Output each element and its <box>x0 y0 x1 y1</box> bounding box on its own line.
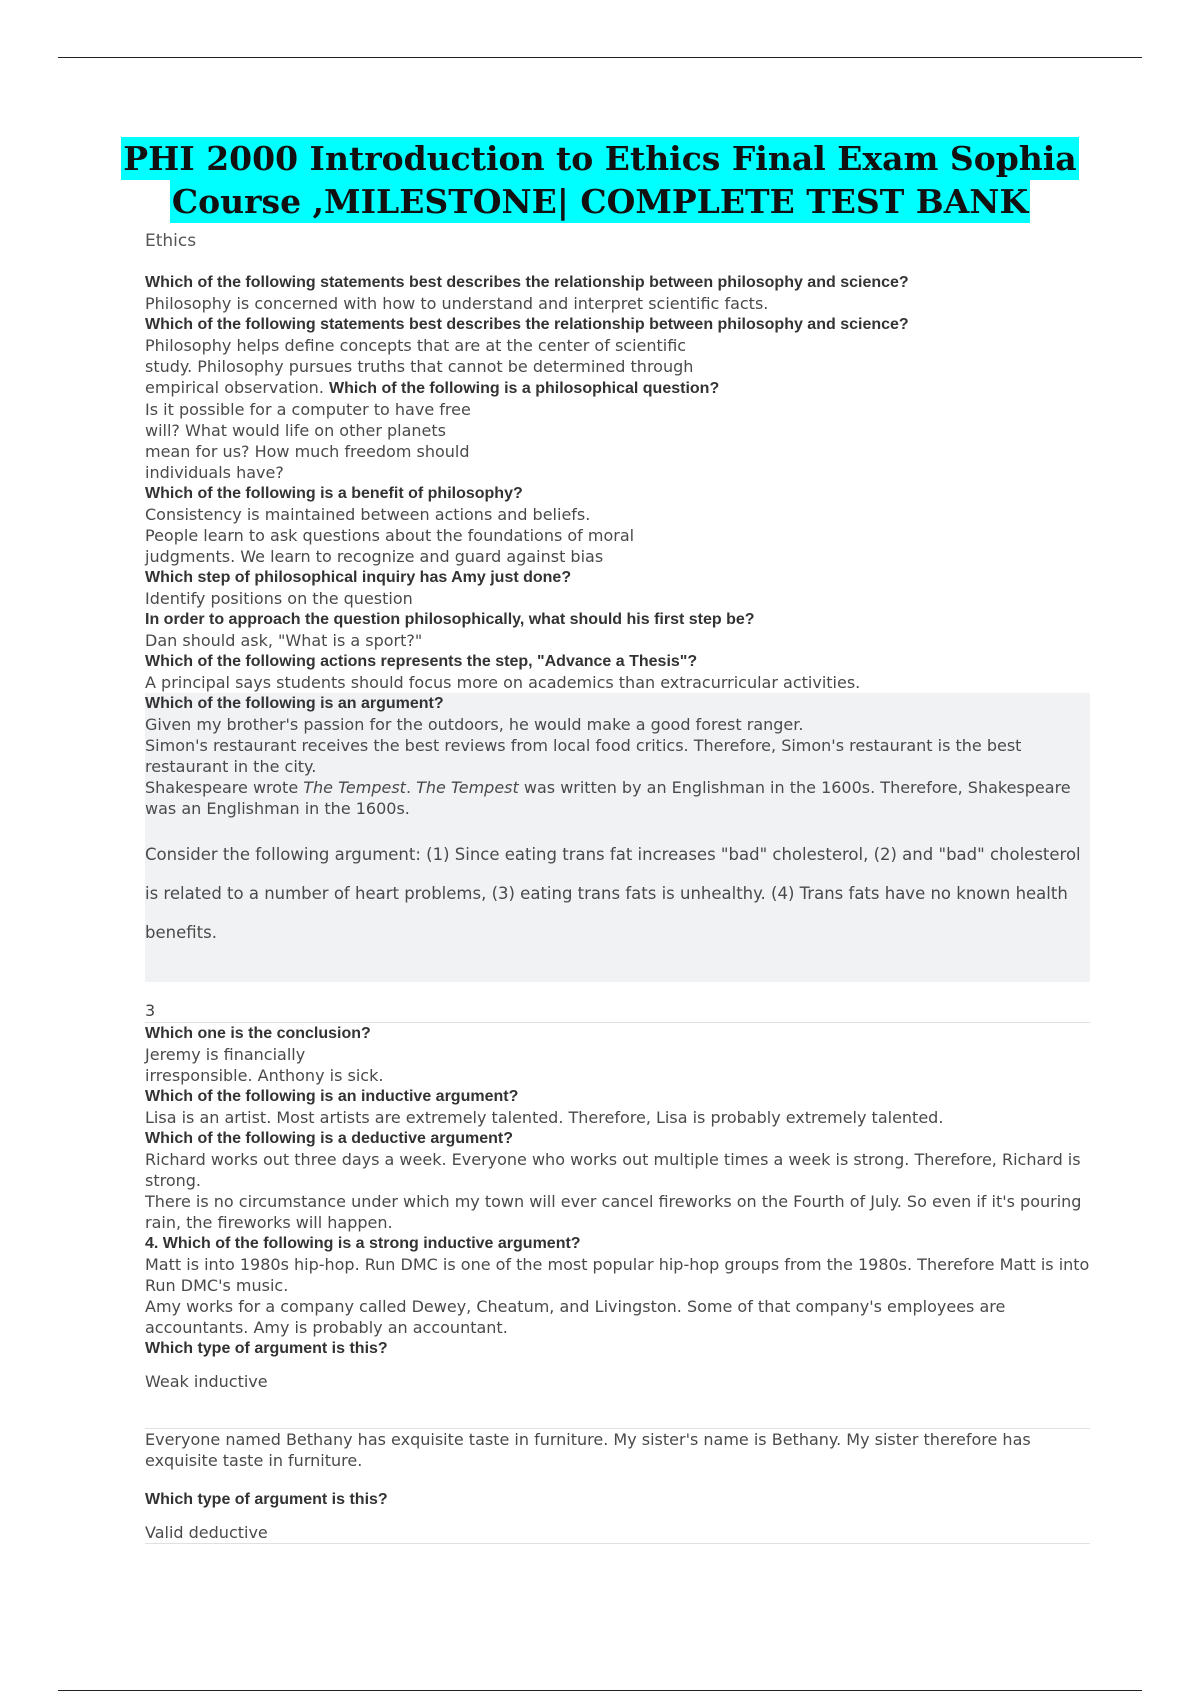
question-5: Which step of philosophical inquiry has Amy just done? <box>145 569 572 586</box>
answer-11-line-2: There is no circumstance under which my town will ever cancel fireworks on the Fourth of July. So even if it's pouring rain, the fireworks will happen. <box>145 1192 1082 1232</box>
answer-9-line-2: irresponsible. Anthony is sick. <box>145 1066 384 1085</box>
answer-4-line-2: People learn to ask questions about the foundations of moral <box>145 526 635 545</box>
answer-8-line-2: Simon's restaurant receives the best reviews from local food critics. Therefore, Simon's restaurant is the best restaurant in the city. <box>145 736 1022 776</box>
argument-paragraph: Consider the following argument: (1) Since eating trans fat increases "bad" cholesterol, (2) and "bad" cholesterol is related to a number of heart problems, (3) eating trans fats is unhealthy. (4) Trans fats have no known health benefits. <box>145 845 1081 942</box>
answer-3-line-2: will? What would life on other planets <box>145 421 447 440</box>
question-4: Which of the following is a benefit of philosophy? <box>145 485 523 502</box>
document-title <box>0 137 1200 223</box>
answer-8-post: was written by an Englishman in the 1600s. Therefore, Shakespeare was an Englishman in the 1600s. <box>145 778 1071 818</box>
answer-8-italic-1: The Tempest <box>303 778 406 797</box>
spacer <box>145 1471 1090 1489</box>
answer-3-line-4: individuals have? <box>145 463 284 482</box>
question-10: Which of the following is an inductive argument? <box>145 1088 519 1105</box>
question-7: Which of the following actions represents the step, "Advance a Thesis"? <box>145 653 698 670</box>
answer-3-line-3: mean for us? How much freedom should <box>145 442 470 461</box>
spacer <box>145 1359 1090 1371</box>
answer-4-line-3: judgments. We learn to recognize and guard against bias <box>145 547 604 566</box>
answer-8-italic-2: The Tempest <box>416 778 519 797</box>
answer-2-line-3: empirical observation. <box>145 378 324 397</box>
top-rule <box>58 57 1142 58</box>
bottom-rule <box>58 1690 1142 1691</box>
separator-3 <box>145 1543 1090 1544</box>
answer-12-line-2: Amy works for a company called Dewey, Cheatum, and Livingston. Some of that company's employees are accountants. Amy is probably an accountant. <box>145 1297 1006 1337</box>
question-11: Which of the following is a deductive argument? <box>145 1130 514 1147</box>
answer-12-line-1: Matt is into 1980s hip-hop. Run DMC is one of the most popular hip-hop groups from the 1980s. Therefore Matt is into Run DMC's music. <box>145 1255 1090 1295</box>
answer-2-line-3-row <box>145 377 1090 399</box>
answer-4-line-1: Consistency is maintained between actions and beliefs. <box>145 505 591 524</box>
answer-11-line-1: Richard works out three days a week. Everyone who works out multiple times a week is strong. Therefore, Richard is strong. <box>145 1150 1081 1190</box>
question-14: Which type of argument is this? <box>145 1491 388 1508</box>
subject-label: Ethics <box>145 231 197 251</box>
answer-13: Weak inductive <box>145 1372 268 1391</box>
answer-3-line-1: Is it possible for a computer to have free <box>145 400 471 419</box>
answer-9-line-1: Jeremy is financially <box>145 1045 306 1064</box>
question-2: Which of the following statements best describes the relationship between philosophy and science? <box>145 316 909 333</box>
question-9: Which one is the conclusion? <box>145 1025 371 1042</box>
answer-5: Identify positions on the question <box>145 589 413 608</box>
question-6: In order to approach the question philosophically, what should his first step be? <box>145 611 755 628</box>
answer-15: Valid deductive <box>145 1523 268 1542</box>
document-body <box>145 230 1090 1544</box>
answer-2-line-2: study. Philosophy pursues truths that cannot be determined through <box>145 357 694 376</box>
answer-7: A principal says students should focus more on academics than extracurricular activities. <box>145 673 861 692</box>
question-1: Which of the following statements best describes the relationship between philosophy and science? <box>145 274 909 291</box>
answer-1: Philosophy is concerned with how to understand and interpret scientific facts. <box>145 294 769 313</box>
title-line-2: Course ,MILESTONE| COMPLETE TEST BANK <box>171 182 1029 221</box>
spacer <box>145 1392 1090 1428</box>
question-13: Which type of argument is this? <box>145 1340 388 1357</box>
answer-10: Lisa is an artist. Most artists are extremely talented. Therefore, Lisa is probably extremely talented. <box>145 1108 944 1127</box>
argument-block <box>145 693 1090 982</box>
item-number: 3 <box>145 1001 156 1020</box>
answer-8-line-1: Given my brother's passion for the outdoors, he would make a good forest ranger. <box>145 715 804 734</box>
answer-8-mid: . <box>405 778 417 797</box>
question-12: 4. Which of the following is a strong inductive argument? <box>145 1235 581 1252</box>
answer-8-line-3 <box>145 777 1090 819</box>
answer-14-line-1: Everyone named Bethany has exquisite taste in furniture. My sister's name is Bethany. My sister therefore has <box>145 1430 1031 1449</box>
question-3: Which of the following is a philosophical question? <box>329 380 720 397</box>
answer-8-pre: Shakespeare wrote <box>145 778 304 797</box>
answer-14-line-2: exquisite taste in furniture. <box>145 1451 363 1470</box>
answer-6: Dan should ask, "What is a sport?" <box>145 631 423 650</box>
spacer <box>145 1510 1090 1522</box>
answer-2-line-1: Philosophy helps define concepts that are at the center of scientific <box>145 336 687 355</box>
question-8: Which of the following is an argument? <box>145 695 444 712</box>
title-line-1: PHI 2000 Introduction to Ethics Final Exam Sophia <box>123 139 1077 178</box>
